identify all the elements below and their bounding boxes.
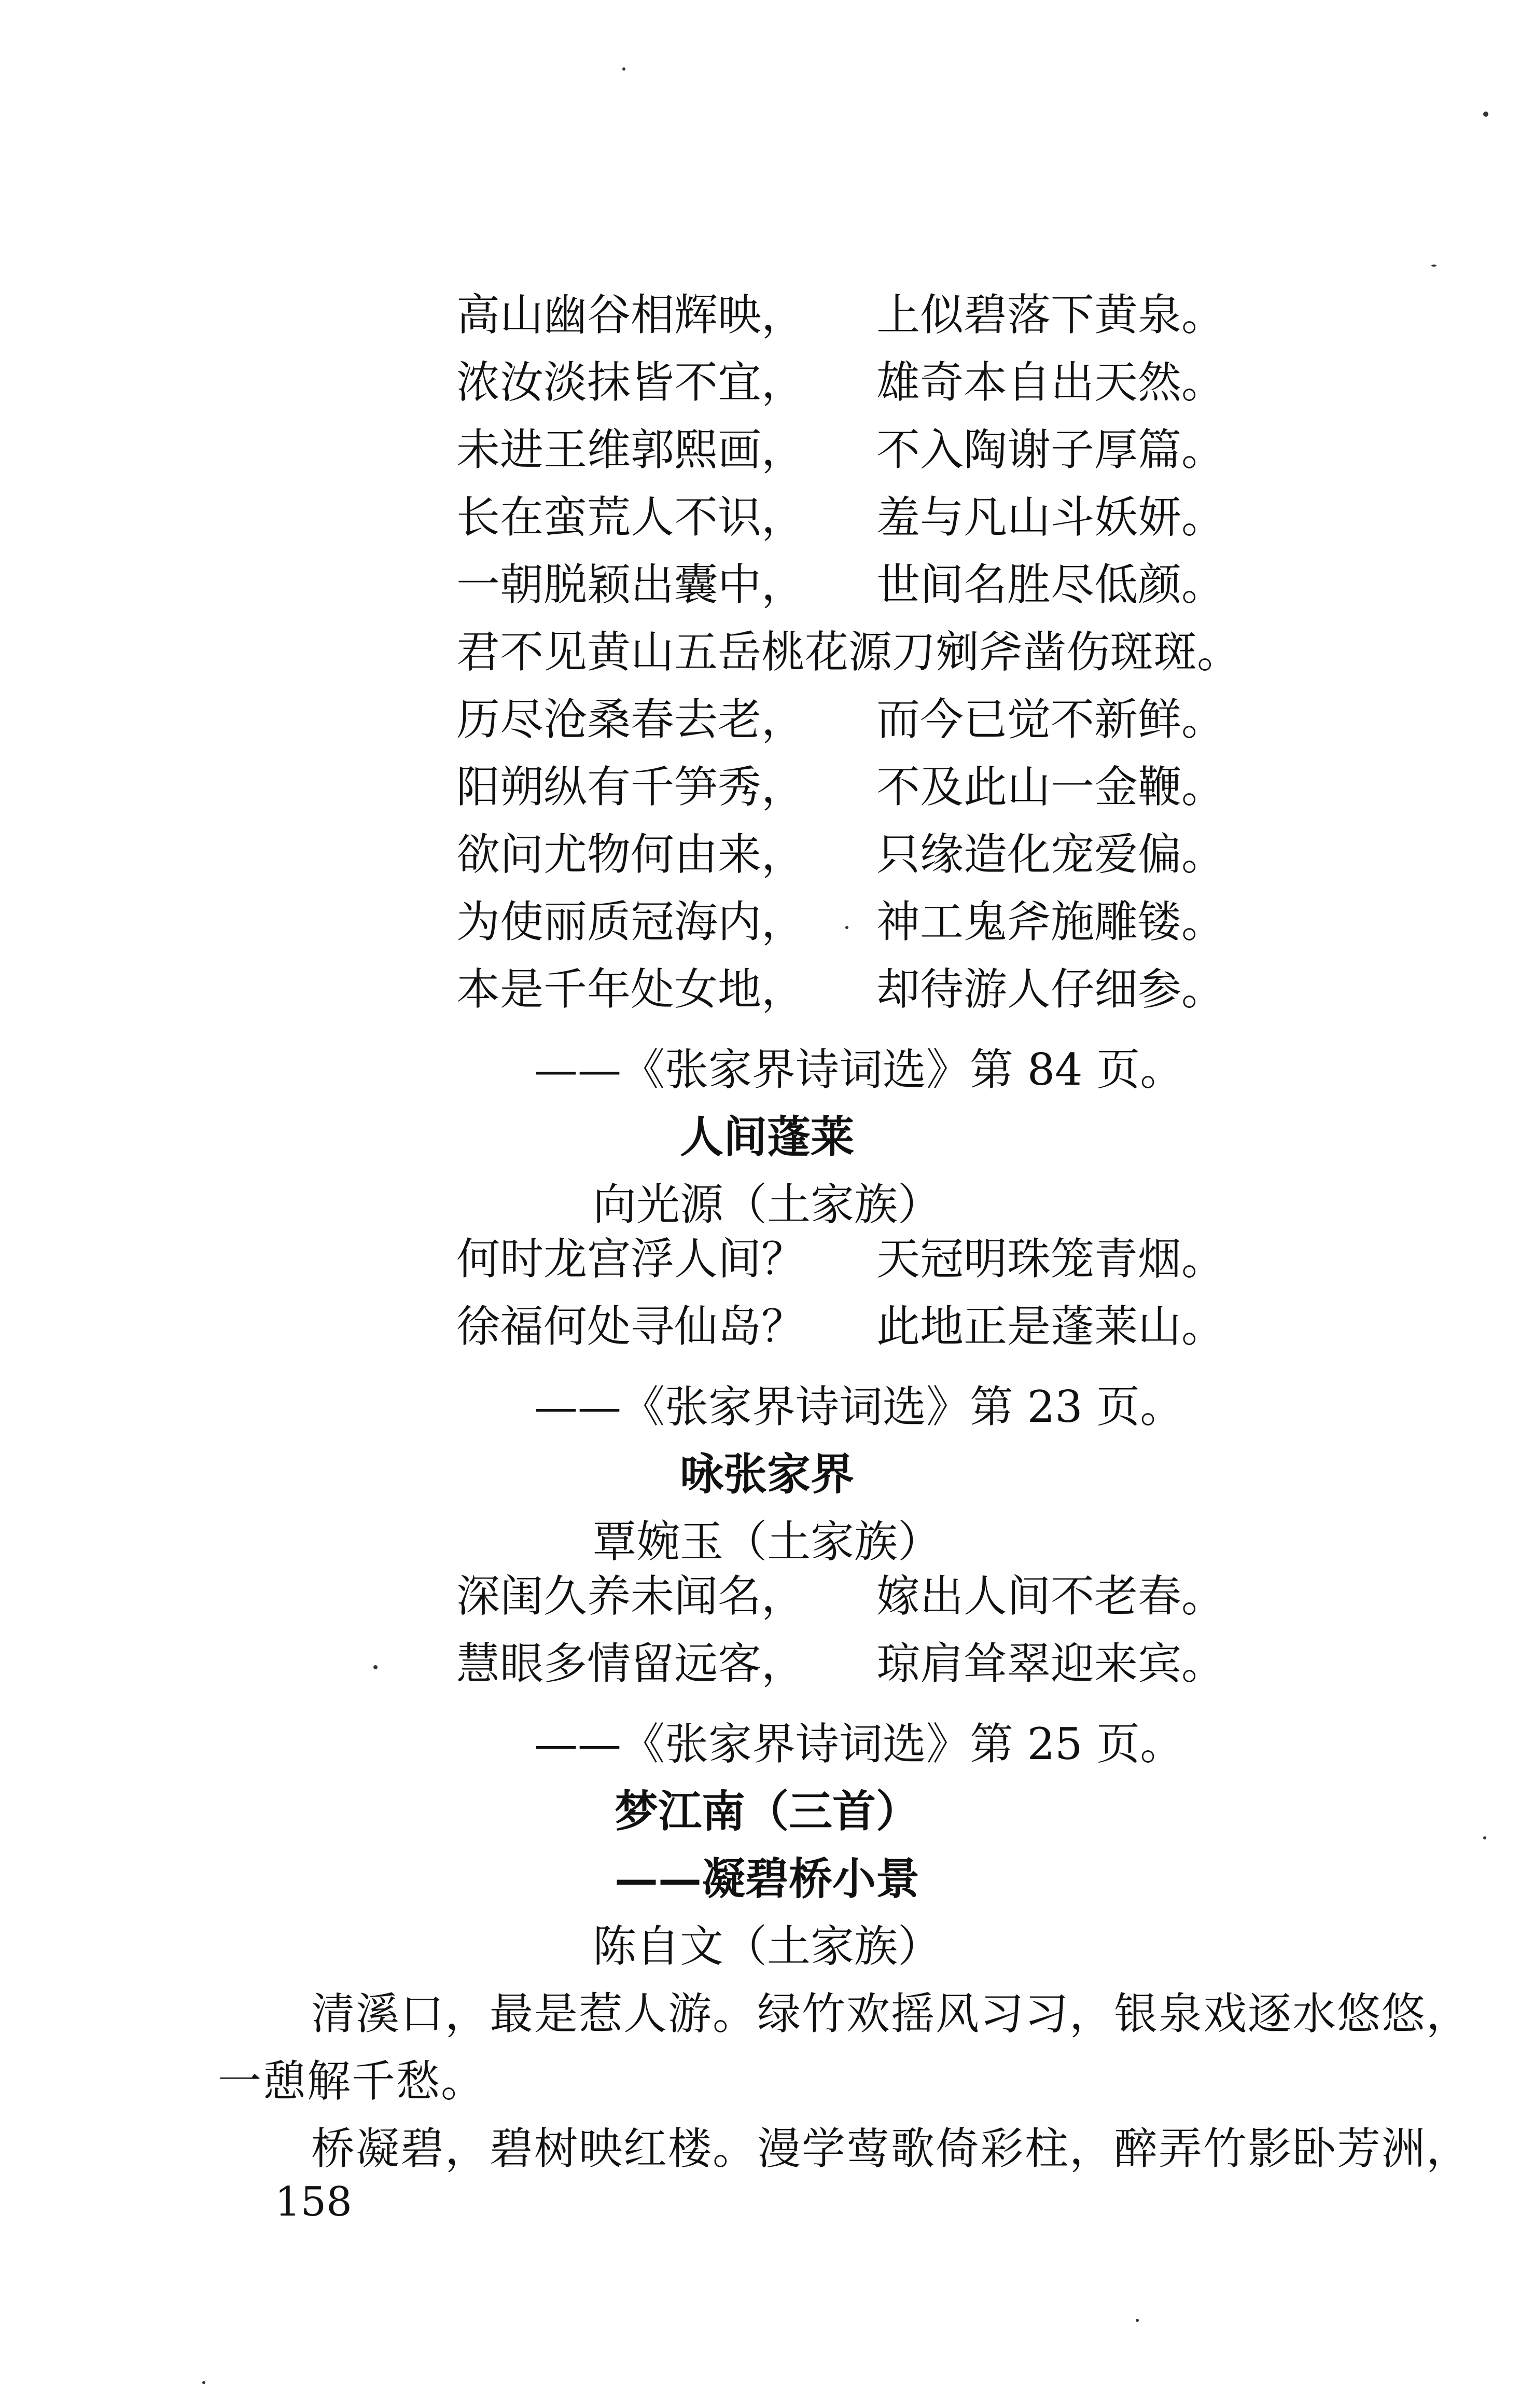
couplet-first-half: 历尽沧桑春去老， [456, 694, 805, 745]
couplet-second-half: 此地正是蓬莱山。 [876, 1301, 1225, 1352]
poem-couplet [456, 559, 1234, 615]
source-citation: ——《张家界诗词选》第 84 页。 [534, 1044, 1184, 1095]
prose-line: 桥凝碧，碧树映红楼。漫学莺歌倚彩柱，醉弄竹影卧芳洲， [311, 2123, 1471, 2174]
couplet-first-half: 浓汝淡抹皆不宜， [456, 357, 805, 408]
poem-couplet [456, 1571, 1234, 1626]
poem-title: 梦江南（三首） [614, 1786, 919, 1837]
couplet-first-half: 为使丽质冠海内， [456, 896, 805, 947]
couplet-second-half: 不入陶谢子厚篇。 [876, 424, 1225, 475]
couplet-second-half: 雄奇本自出天然。 [876, 357, 1225, 408]
poem-couplet [456, 1638, 1234, 1694]
scan-speck [845, 926, 848, 929]
poem-couplet [456, 694, 1234, 750]
scan-speck [1431, 265, 1437, 267]
couplet-first-half: 慧眼多情留远客， [456, 1638, 805, 1689]
prose-line: 一憩解千愁。 [218, 2056, 486, 2107]
couplet-first-half: 阳朔纵有千笋秀， [456, 762, 805, 812]
couplet-first-half: 高山幽谷相辉映， [456, 289, 805, 340]
poem-couplet [456, 424, 1234, 480]
couplet-first-half: 深闺久养未闻名， [456, 1571, 805, 1622]
poem-long-line: 君不见黄山五岳桃花源刀剜斧凿伤斑斑。 [456, 627, 1241, 677]
couplet-second-half: 却待游人仔细参。 [876, 964, 1225, 1015]
poem-couplet [456, 492, 1234, 547]
poem-couplet [456, 357, 1234, 412]
poem-couplet [456, 964, 1234, 1019]
source-citation: ——《张家界诗词选》第 25 页。 [534, 1719, 1184, 1769]
prose-line: 清溪口，最是惹人游。绿竹欢摇风习习，银泉戏逐水悠悠， [311, 1988, 1471, 2039]
poem-subtitle: ——凝碧桥小景 [614, 1853, 919, 1904]
poem-couplet [456, 762, 1234, 817]
scan-speck [1483, 112, 1488, 117]
couplet-first-half: 未进王维郭熙画， [456, 424, 805, 475]
couplet-second-half: 世间名胜尽低颜。 [876, 559, 1225, 610]
couplet-first-half: 欲问尤物何由来， [456, 829, 805, 880]
poem-title: 咏张家界 [679, 1448, 854, 1500]
couplet-first-half: 一朝脱颖出囊中， [456, 559, 805, 610]
couplet-second-half: 只缘造化宠爱偏。 [876, 829, 1225, 880]
scan-speck [622, 67, 625, 71]
couplet-second-half: 不及此山一金鞭。 [876, 762, 1225, 812]
couplet-second-half: 而今已觉不新鲜。 [876, 694, 1225, 745]
poem-author: 陈自文（土家族） [592, 1921, 941, 1972]
scan-speck [202, 2381, 205, 2384]
couplet-second-half: 羞与凡山斗妖妍。 [876, 492, 1225, 543]
poem-author: 向光源（土家族） [592, 1179, 941, 1230]
poem-couplet [456, 829, 1234, 884]
source-citation: ——《张家界诗词选》第 23 页。 [534, 1381, 1184, 1432]
poem-couplet [456, 1301, 1234, 1357]
couplet-second-half: 神工鬼斧施雕镂。 [876, 896, 1225, 947]
couplet-second-half: 上似碧落下黄泉。 [876, 289, 1225, 340]
couplet-first-half: 何时龙宫浮人间？ [456, 1234, 805, 1284]
couplet-first-half: 本是千年处女地， [456, 964, 805, 1015]
page-number: 158 [275, 2179, 352, 2225]
couplet-second-half: 琼肩耸翠迎来宾。 [876, 1638, 1225, 1689]
poem-author: 覃婉玉（土家族） [592, 1516, 941, 1567]
poem-couplet [456, 1234, 1234, 1289]
scan-speck [1483, 1836, 1486, 1839]
couplet-first-half: 长在蛮荒人不识， [456, 492, 805, 543]
poem-couplet [456, 289, 1234, 345]
couplet-second-half: 嫁出人间不老春。 [876, 1571, 1225, 1622]
scan-speck [1136, 2319, 1139, 2322]
couplet-first-half: 徐福何处寻仙岛？ [456, 1301, 805, 1352]
scan-speck [373, 1665, 378, 1669]
poem-title: 人间蓬莱 [679, 1111, 854, 1163]
couplet-second-half: 天冠明珠笼青烟。 [876, 1234, 1225, 1284]
